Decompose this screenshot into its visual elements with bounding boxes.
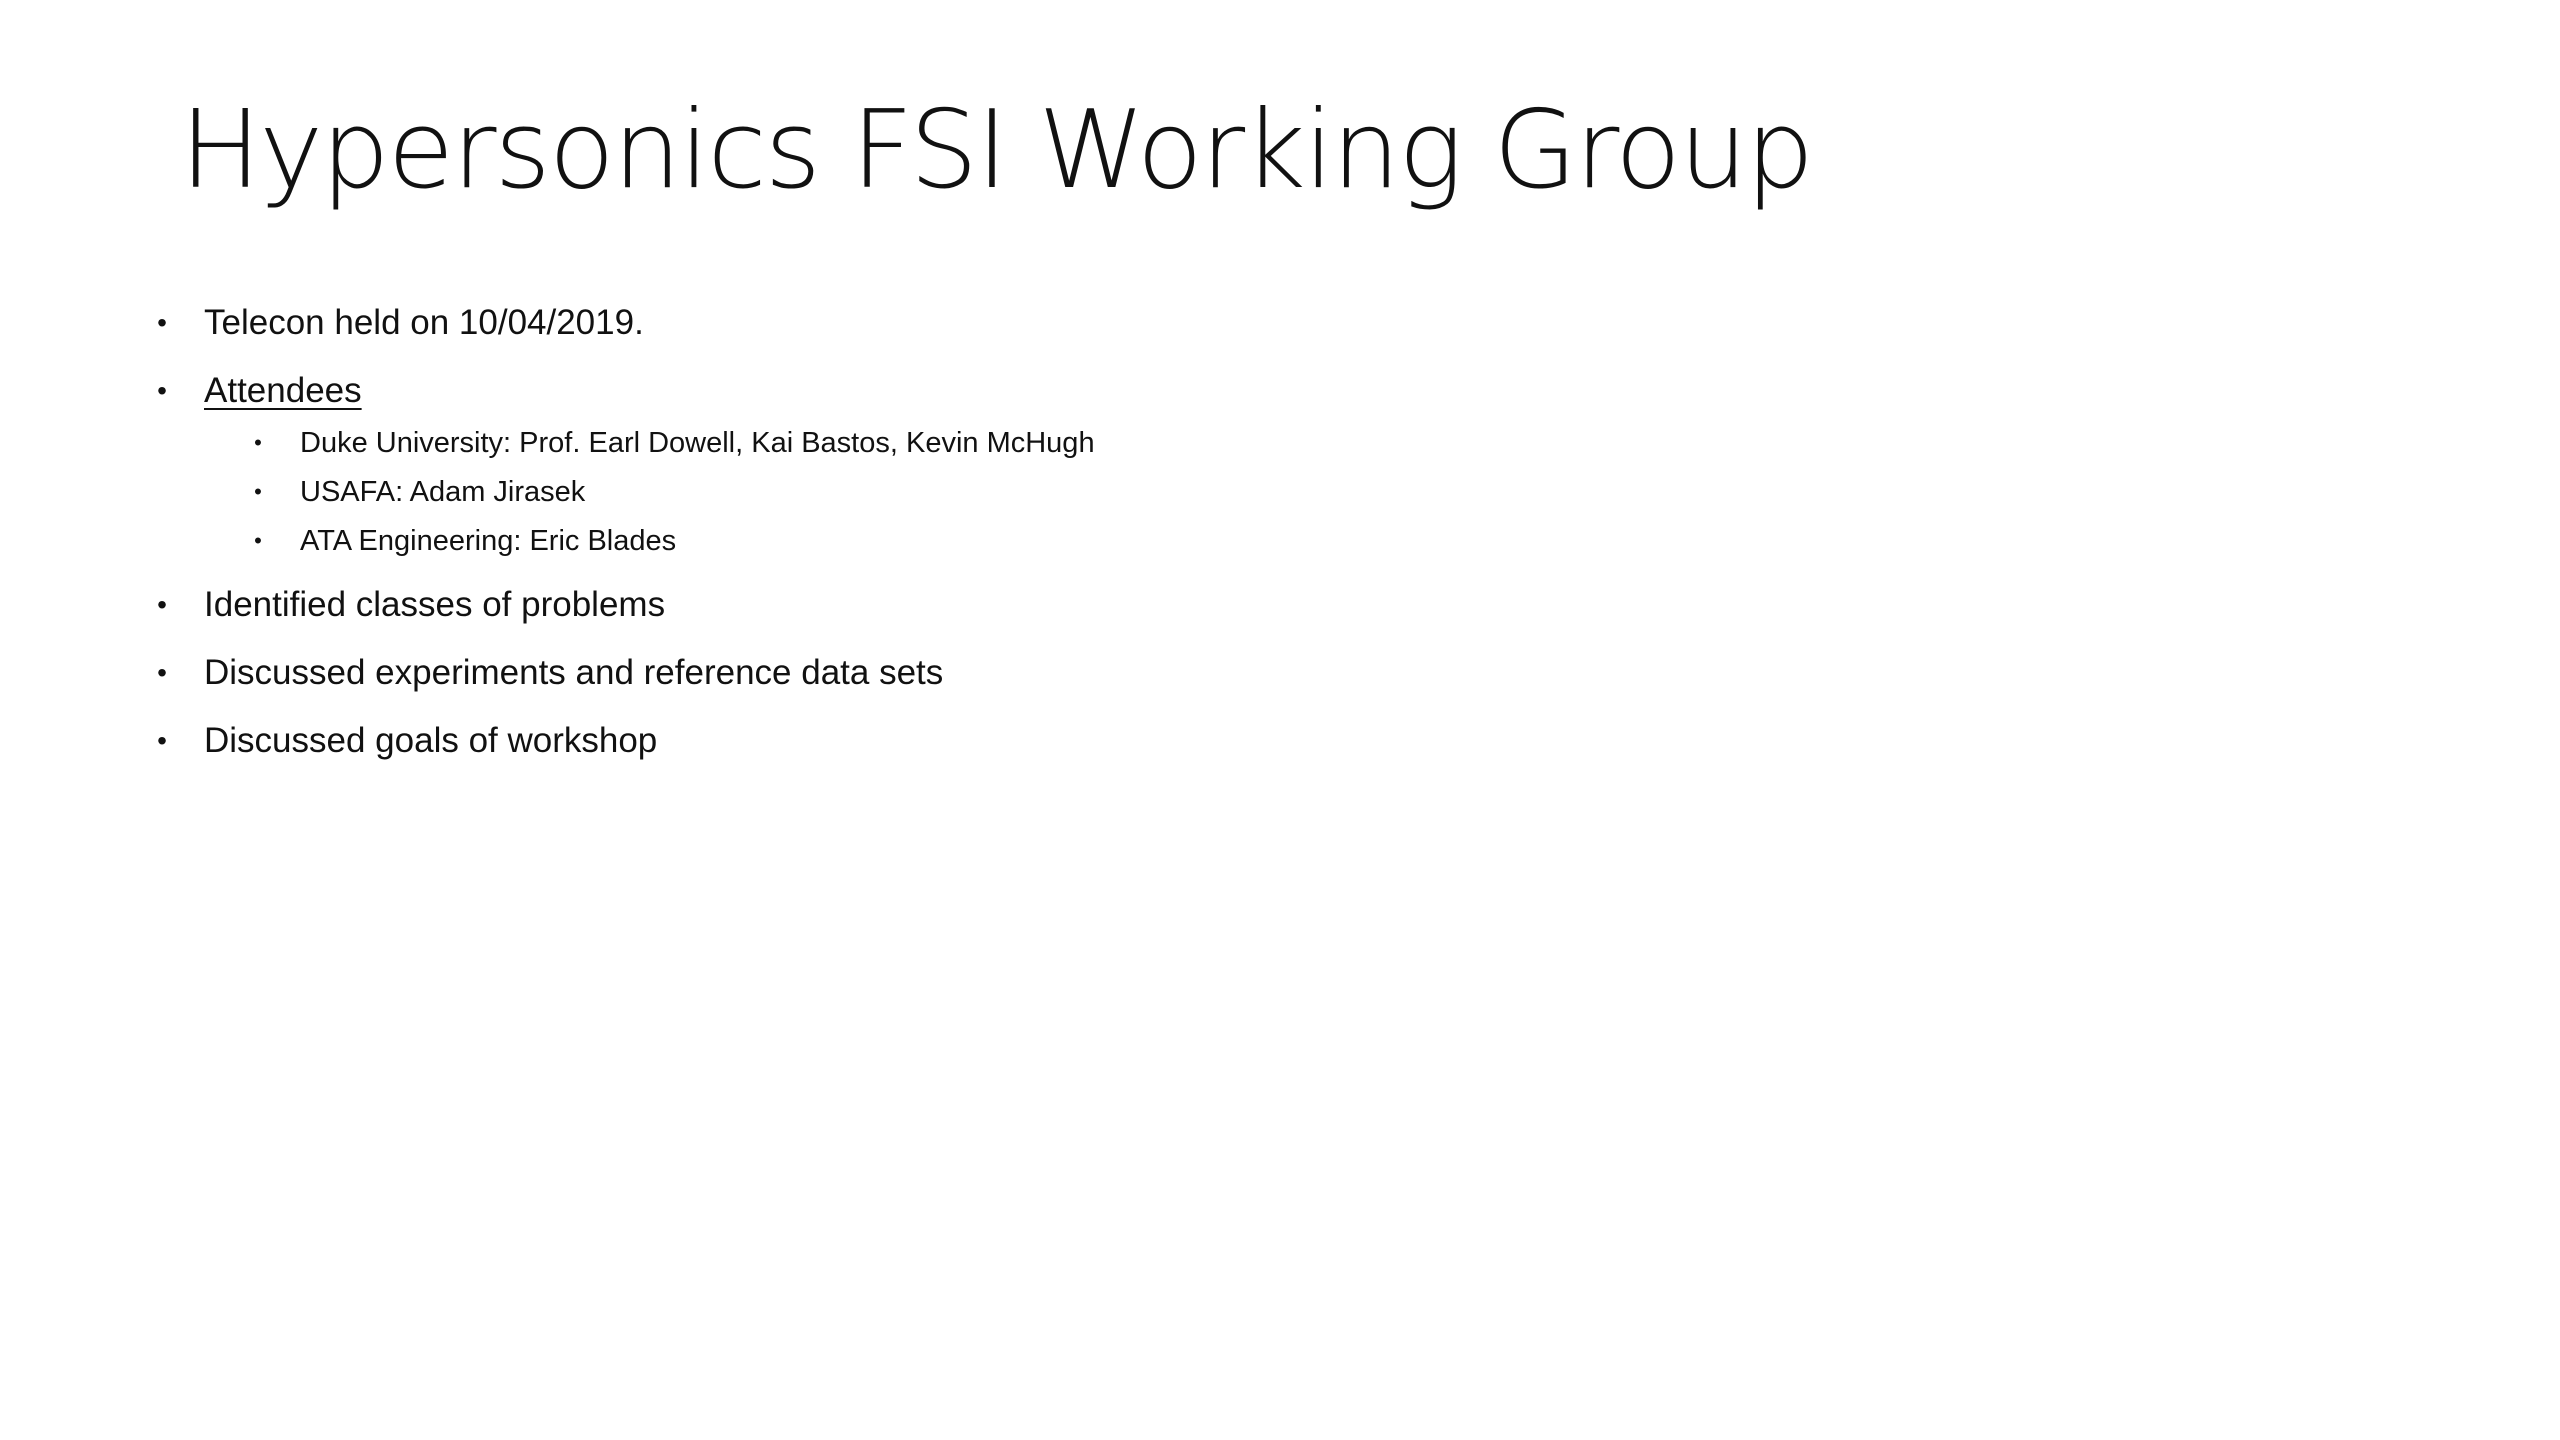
attendee-text-usafa: USAFA: Adam Jirasek [300,476,586,508]
attendee-item [152,473,1095,511]
bullet-text-attendees: Attendees [204,371,362,410]
bullet-item [152,718,1095,764]
bullet-item [152,368,1095,560]
bullet-list [152,300,1095,764]
bullet-marker: • [157,375,167,406]
attendee-text-duke: Duke University: Prof. Earl Dowell, Kai Bastos, Kevin McHugh [300,427,1095,459]
sub-bullet-marker: • [254,430,262,455]
attendee-list [152,424,1095,560]
bullet-marker: • [157,725,167,756]
attendee-text-ata: ATA Engineering: Eric Blades [300,525,677,557]
bullet-marker: • [157,307,167,338]
bullet-marker: • [157,657,167,688]
bullet-text-telecon: Telecon held on 10/04/2019. [204,303,644,342]
bullet-item [152,650,1095,696]
slide-title: Hypersonics FSI Working Group [180,88,1813,213]
sub-bullet-marker: • [254,528,262,553]
bullet-text-experiments: Discussed experiments and reference data sets [204,653,944,692]
sub-bullet-marker: • [254,479,262,504]
attendee-item [152,424,1095,462]
bullet-item [152,300,1095,346]
attendee-item [152,522,1095,560]
bullet-item [152,582,1095,628]
bullet-text-problems: Identified classes of problems [204,585,666,624]
bullet-marker: • [157,589,167,620]
bullet-text-goals: Discussed goals of workshop [204,721,658,760]
